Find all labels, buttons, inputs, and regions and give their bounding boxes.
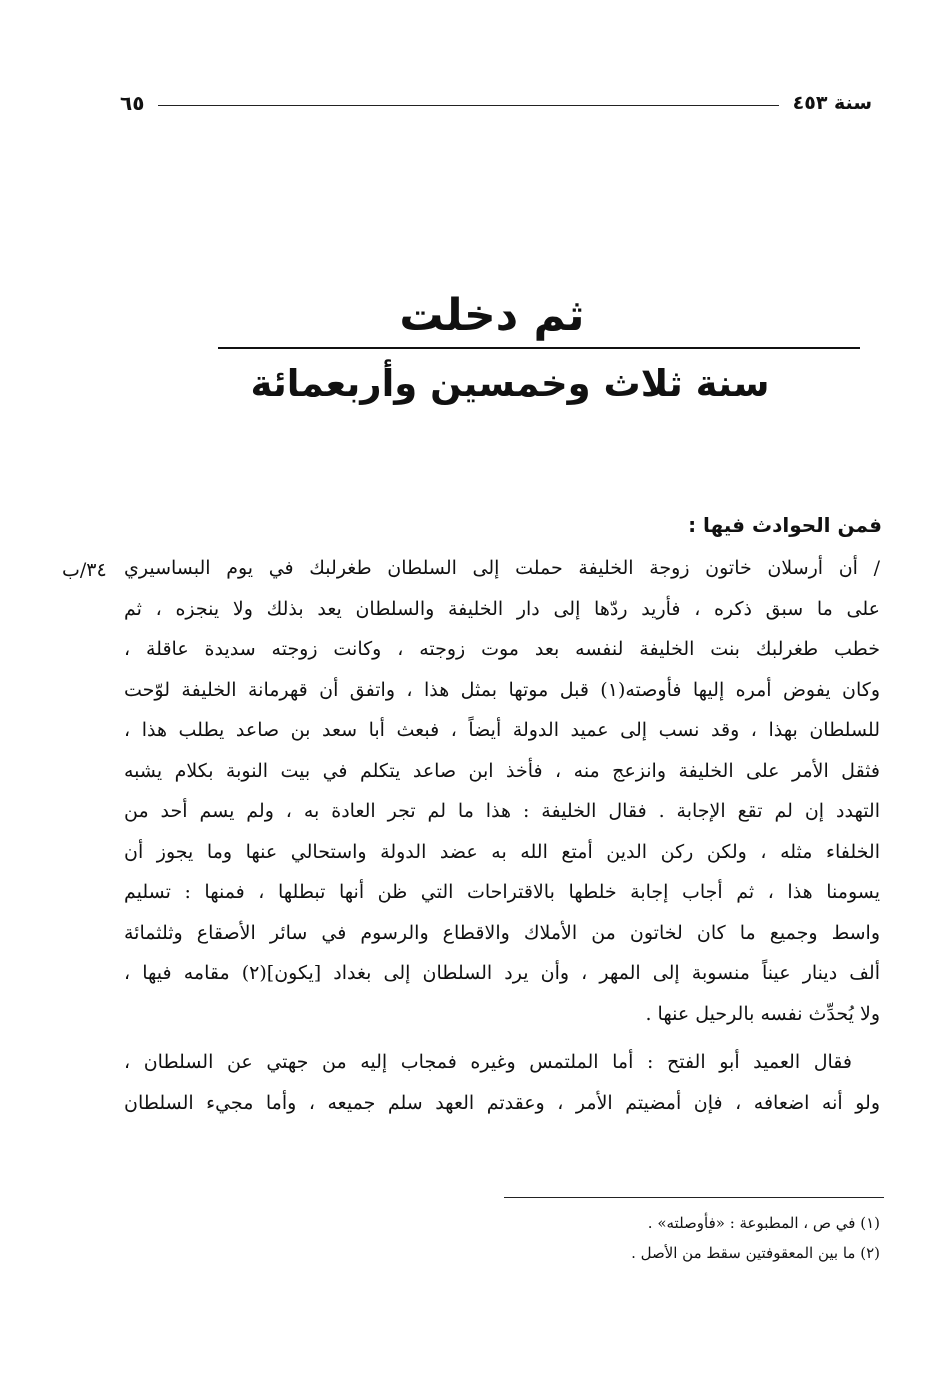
- body-line: فقال العميد أبو الفتح : أما الملتمس وغيره فمجاب إليه من جهتي عن السلطان ،: [124, 1051, 852, 1073]
- body-line: على ما سبق ذكره ، فأريد ردّها إلى دار الخليفة والسلطان يعد بذلك ولا ينجزه ، ثم: [124, 597, 880, 620]
- chapter-heading-rule: [218, 347, 860, 349]
- chapter-heading-line1: ثم دخلت: [399, 290, 585, 341]
- body-line: الخلفاء مثله ، ولكن ركن الدين أمتع الله به عضد الدولة واستحالي عنها وما يجوز أن: [124, 840, 880, 863]
- footnote-rule: [504, 1197, 884, 1198]
- body-line: / أن أرسلان خاتون زوجة الخليفة حملت إلى السلطان طغرلبك في يوم البساسيري: [124, 557, 880, 579]
- body-line: فثقل الأمر على الخليفة وانزعج منه ، فأخذ ابن صاعد يتكلم في بيت النوبة بكلام يشبه: [124, 759, 880, 782]
- body-line: خطب طغرلبك بنت الخليفة لنفسه بعد موت زوجته ، وكانت زوجته سديدة عاقلة ،: [124, 638, 880, 660]
- running-header: [120, 88, 872, 118]
- body-text: [124, 548, 880, 1123]
- body-line: للسلطان بهذا ، وقد نسب إلى عميد الدولة أيضاً ، فبعث أبا سعد بن صاعد يطلب هذا ،: [124, 719, 880, 741]
- header-rule: [158, 105, 778, 106]
- body-line: ولا يُحدِّث نفسه بالرحيل عنها .: [645, 1002, 880, 1025]
- footnote-1: (١) في ص ، المطبوعة : «فأوصلته» .: [647, 1214, 880, 1232]
- running-header-title: سنة ٤٥٣: [792, 92, 872, 114]
- body-line: وكان يفوض أمره إليها فأوصته(١) قبل موتها بمثل هذا ، واتفق أن قهرمانة الخليفة لوّحت: [124, 678, 881, 701]
- body-line: التهدد إن لم تقع الإجابة . فقال الخليفة : هذا ما لم تجر العادة به ، ولم يسم أحد من: [124, 800, 880, 822]
- body-line: واسط وجميع ما كان لخاتون من الأملاك والاقطاع والرسوم في سائر الأصقاع وثلثمائة: [124, 921, 880, 944]
- section-intro: فمن الحوادث فيها :: [688, 513, 882, 537]
- footnotes: [300, 1208, 880, 1268]
- body-line: ولو أنه اضعافه ، فإن أمضيتم الأمر ، وعقدتم العهد سلم جميعه ، وأما مجيء السلطان: [124, 1091, 880, 1114]
- paragraph-gap: [124, 1034, 880, 1042]
- chapter-heading-line2: سنة ثلاث وخمسين وأربعمائة: [250, 362, 770, 405]
- page-number: ٦٥: [120, 91, 145, 115]
- margin-folio-note: ٣٤/ب: [62, 559, 107, 581]
- body-line: ألف دينار عيناً منسوبة إلى المهر ، وأن يرد السلطان إلى بغداد [يكون](٢) مقامه فيها ،: [124, 962, 880, 984]
- footnote-2: (٢) ما بين المعقوفتين سقط من الأصل .: [631, 1244, 880, 1262]
- body-line: يسومنا هذا ، ثم أجاب إجابة خلطها بالاقتراحات التي ظن أنها تبطلها ، فمنها : تسليم: [124, 881, 880, 903]
